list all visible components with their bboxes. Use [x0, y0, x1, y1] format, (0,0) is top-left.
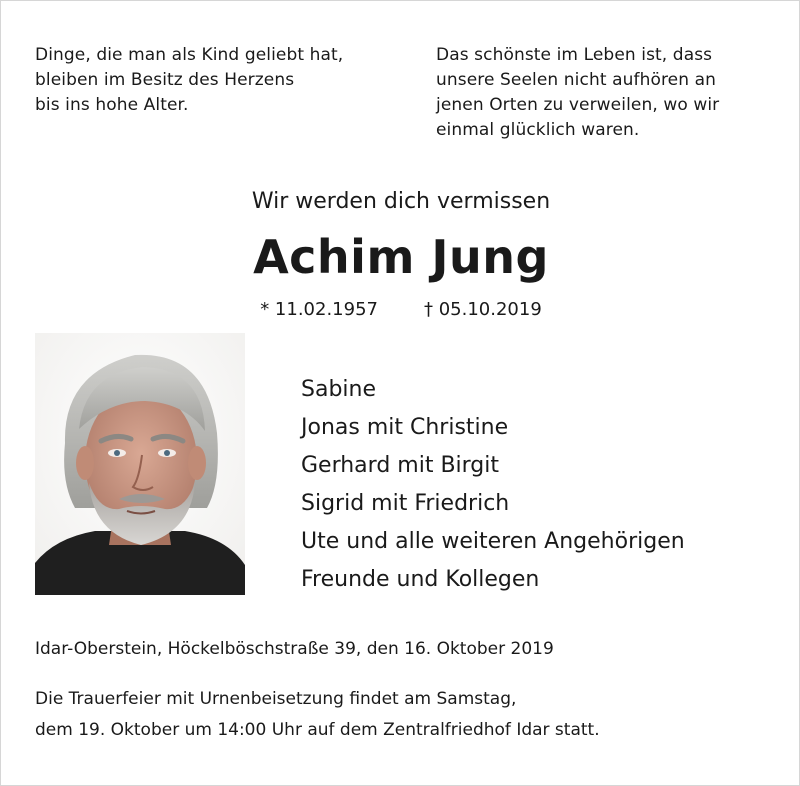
family-member: Sabine [301, 377, 377, 402]
deceased-name: Achim Jung [253, 230, 549, 284]
birth-date: * 11.02.1957 [260, 299, 378, 320]
family-member: Gerhard mit Birgit [301, 453, 500, 478]
place-date-line: Idar-Oberstein, Höckelböschstraße 39, den 16. Oktober 2019 [35, 639, 554, 659]
quote-right: Das schönste im Leben ist, dass unsere Seelen nicht aufhören an jenen Orten zu verweilen, wo wir einmal glücklich waren. [436, 45, 720, 140]
quote-left: Dinge, die man als Kind geliebt hat, bleiben im Besitz des Herzens bis ins hohe Alter. [35, 45, 344, 115]
death-date: † 05.10.2019 [424, 299, 542, 320]
family-member: Freunde und Kollegen [301, 567, 540, 592]
family-member: Jonas mit Christine [301, 415, 509, 440]
funeral-info: Die Trauerfeier mit Urnenbeisetzung findet am Samstag, dem 19. Oktober um 14:00 Uhr auf dem Zentralfriedhof Idar statt. [35, 689, 600, 740]
family-member: Ute und alle weiteren Angehörigen [301, 529, 685, 554]
tagline: Wir werden dich vermissen [251, 189, 551, 214]
family-list [301, 371, 781, 599]
life-dates [1, 297, 800, 323]
family-member: Sigrid mit Friedrich [301, 491, 510, 516]
portrait-photo [35, 333, 245, 595]
